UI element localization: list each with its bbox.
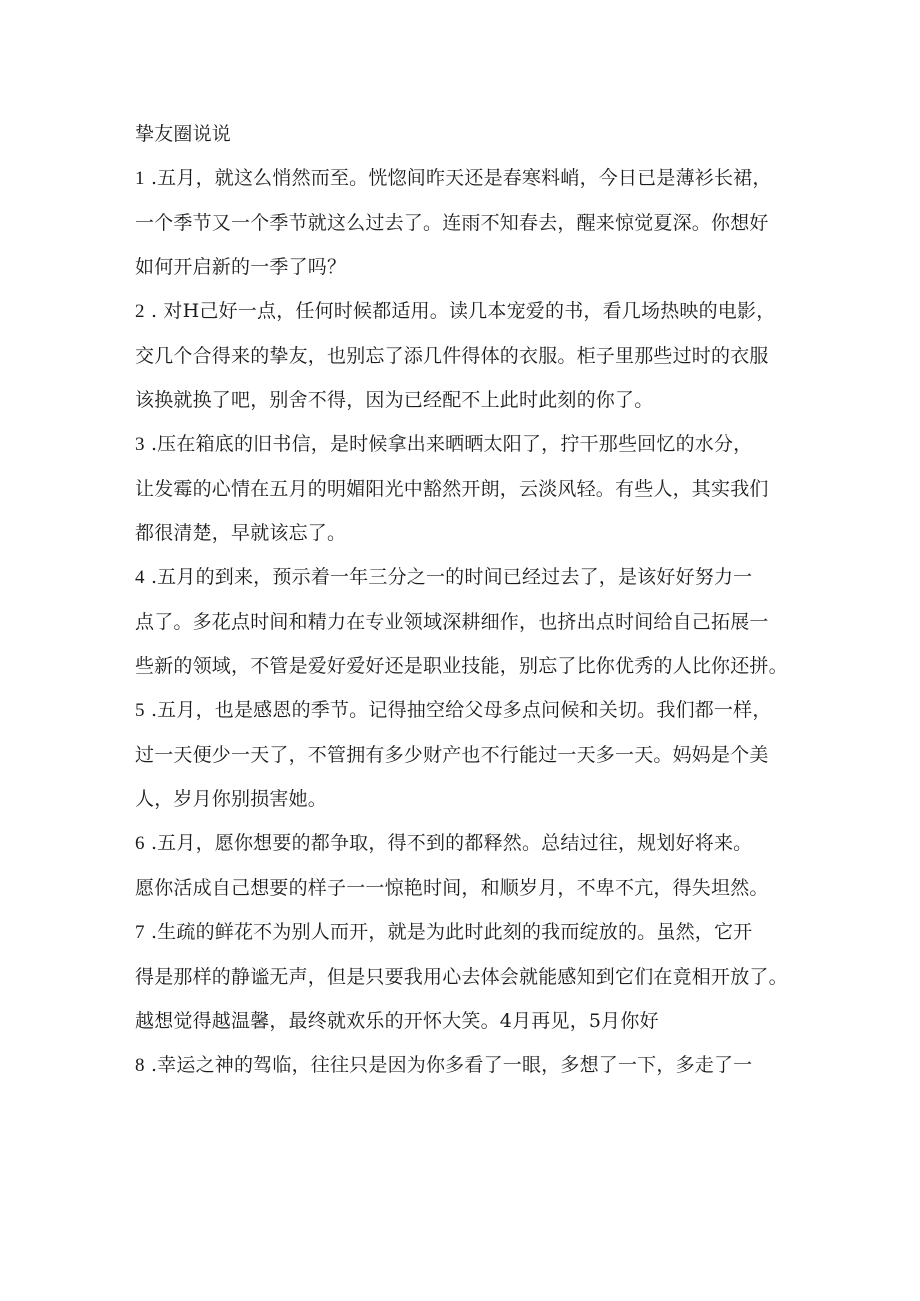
paragraph-8	[135, 1043, 807, 1088]
paragraph-line	[135, 156, 807, 201]
paragraph-number: 5	[135, 700, 145, 721]
paragraph-text: .生疏的鲜花不为别人而开，就是为此时此刻的我而绽放的。虽然，它开	[144, 921, 753, 943]
paragraph-line: 都很清楚，早就该忘了。	[135, 522, 347, 544]
paragraph-4	[135, 555, 807, 688]
paragraph-line	[135, 1043, 807, 1088]
paragraph-line	[135, 688, 807, 733]
paragraph-line: 愿你活成自己想要的样子一一惊艳时间，和顺岁月，不卑不亢，得失坦然。	[135, 877, 769, 899]
paragraph-1	[135, 156, 807, 289]
paragraph-line: 一个季节又一个季节就这么过去了。连雨不知春去，醒来惊觉夏深。你想好	[135, 212, 769, 234]
paragraph-line: 过一天便少一天了，不管拥有多少财产也不行能过一天多一天。妈妈是个美	[135, 744, 769, 766]
paragraph-line	[135, 555, 807, 600]
paragraph-line	[135, 910, 807, 955]
paragraph-line: 些新的领域，不管是爱好爱好还是职业技能，别忘了比你优秀的人比你还拼。	[135, 655, 788, 677]
paragraph-number: 3	[135, 434, 145, 455]
paragraph-text: .五月，也是感恩的季节。记得抽空给父母多点问候和关切。我们都一样，	[144, 699, 772, 721]
paragraph-line: 得是那样的静谧无声，但是只要我用心去体会就能感知到它们在竟相开放了。	[135, 966, 788, 988]
paragraph-line	[135, 422, 807, 467]
paragraph-6	[135, 821, 807, 910]
paragraph-number: 6	[135, 833, 145, 854]
document-title: 挚友圈说说	[135, 123, 232, 145]
paragraph-line: 如何开启新的一季了吗？	[135, 256, 347, 278]
paragraph-text: .压在箱底的旧书信，是时候拿出来晒晒太阳了，拧干那些回忆的水分，	[144, 433, 753, 455]
paragraph-5	[135, 688, 807, 821]
paragraph-text: .五月的到来，预示着一年三分之一的时间已经过去了，是该好好努力一	[144, 566, 753, 588]
paragraph-number: 4	[135, 567, 145, 588]
paragraph-3	[135, 422, 807, 555]
paragraph-7	[135, 910, 807, 1043]
paragraph-number: 2	[135, 301, 145, 322]
paragraph-text: .幸运之神的驾临，往往只是因为你多看了一眼，多想了一下，多走了一	[144, 1054, 753, 1076]
paragraph-line: 该换就换了吧，别舍不得，因为已经配不上此时此刻的你了。	[135, 389, 654, 411]
paragraph-text: . 对H己好一点，任何时候都适用。读几本宠爱的书，看几场热映的电影，	[144, 300, 776, 322]
paragraph-text: .五月，就这么悄然而至。恍惚间昨天还是春寒料峭，今日已是薄衫长裙，	[144, 167, 772, 189]
paragraph-2	[135, 289, 807, 422]
paragraph-line: 人，岁月你别损害她。	[135, 788, 328, 810]
paragraph-line	[135, 289, 807, 334]
document-body	[135, 112, 807, 1088]
paragraph-number: 1	[135, 168, 145, 189]
paragraph-line	[135, 821, 807, 866]
paragraph-line: 点了。多花点时间和精力在专业领域深耕细作，也挤出点时间给自己拓展一	[135, 611, 769, 633]
paragraph-text: .五月，愿你想要的都争取，得不到的都释然。总结过往，规划好将来。	[144, 832, 753, 854]
paragraph-line: 让发霉的心情在五月的明媚阳光中豁然开朗，云淡风轻。有些人，其实我们	[135, 478, 769, 500]
paragraph-line: 越想觉得越温馨，最终就欢乐的开怀大笑。4月再见，5月你好	[135, 1010, 659, 1032]
paragraph-number: 7	[135, 922, 145, 943]
paragraph-number: 8	[135, 1055, 145, 1076]
paragraph-line: 交几个合得来的挚友，也别忘了添几件得体的衣服。柜子里那些过时的衣服	[135, 345, 769, 367]
